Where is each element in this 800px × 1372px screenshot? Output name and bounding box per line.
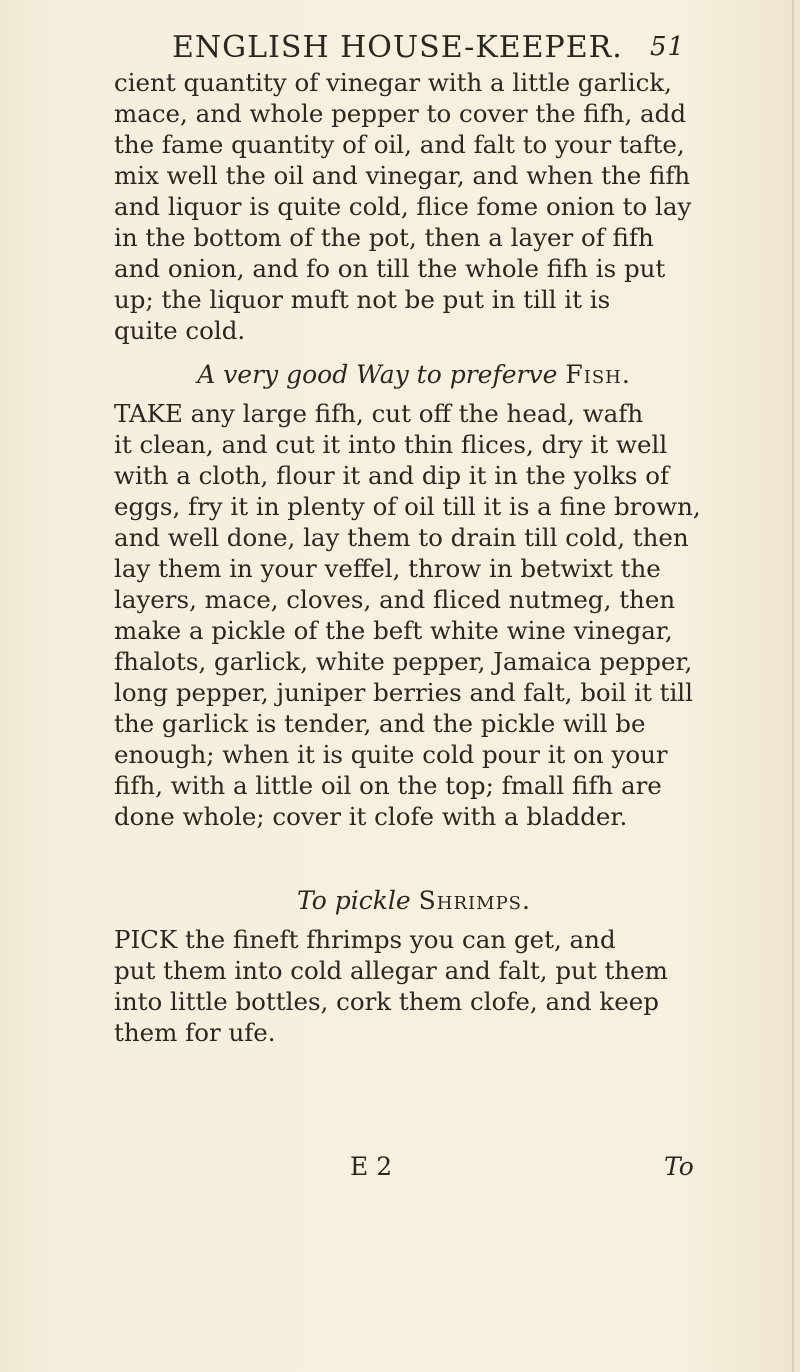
signature-mark: E 2: [350, 1152, 393, 1181]
text-line: with a cloth, flour it and dip it in the yolks of: [114, 461, 670, 490]
recipe-title-pickle-shrimps: To pickle Shrimps.: [297, 886, 531, 915]
text-line: long pepper, juniper berries and falt, boil it till: [114, 678, 693, 707]
text-line: put them into cold allegar and falt, put them: [114, 956, 668, 985]
text-line: it clean, and cut it into thin flices, dry it well: [114, 430, 668, 459]
text-line: the fame quantity of oil, and falt to your tafte,: [114, 130, 685, 159]
text-line: the garlick is tender, and the pickle will be: [114, 709, 646, 738]
text-line: into little bottles, cork them clofe, and keep: [114, 987, 659, 1016]
text-line: layers, mace, cloves, and fliced nutmeg, then: [114, 585, 676, 614]
text-line: mace, and whole pepper to cover the fifh, add: [114, 99, 687, 128]
page-number: 51: [650, 32, 686, 62]
text-line: mix well the oil and vinegar, and when the fifh: [114, 161, 691, 190]
recipe-body-preserve-fish: [114, 398, 714, 863]
page-edge: [792, 0, 794, 1372]
text-line: cient quantity of vinegar with a little garlick,: [114, 68, 672, 97]
recipe-body-pickle-shrimps: [114, 924, 714, 1048]
text-line: and liquor is quite cold, flice fome onion to lay: [114, 192, 692, 221]
text-line: make a pickle of the beft white wine vinegar,: [114, 616, 673, 645]
text-line: eggs, fry it in plenty of oil till it is a fine brown,: [114, 492, 701, 521]
running-head-title: ENGLISH HOUSE-KEEPER.: [172, 30, 623, 65]
text-line: and well done, lay them to drain till cold, then: [114, 523, 689, 552]
catchword: To: [664, 1152, 694, 1181]
text-line: in the bottom of the pot, then a layer of fifh: [114, 223, 654, 252]
text-line: TAKE any large fifh, cut off the head, wafh: [114, 399, 644, 428]
text-line: fifh, with a little oil on the top; fmall fifh are: [114, 771, 662, 800]
text-line: and onion, and fo on till the whole fifh is put: [114, 254, 666, 283]
running-head: [172, 30, 732, 65]
text-line: fhalots, garlick, white pepper, Jamaica pepper,: [114, 647, 693, 676]
recipe-title-preserve-fish: A very good Way to preferve Fish.: [197, 360, 631, 389]
text-line: quite cold.: [114, 316, 246, 345]
text-line: lay them in your veffel, throw in betwixt the: [114, 554, 661, 583]
text-line: enough; when it is quite cold pour it on your: [114, 740, 668, 769]
text-line: them for ufe.: [114, 1018, 276, 1047]
text-line: done whole; cover it clofe with a bladder.: [114, 802, 628, 831]
text-line: PICK the fineft fhrimps you can get, and: [114, 925, 616, 954]
paragraph-continuation: [114, 67, 714, 346]
text-line: [114, 832, 714, 863]
text-line: up; the liquor muft not be put in till it is: [114, 285, 611, 314]
